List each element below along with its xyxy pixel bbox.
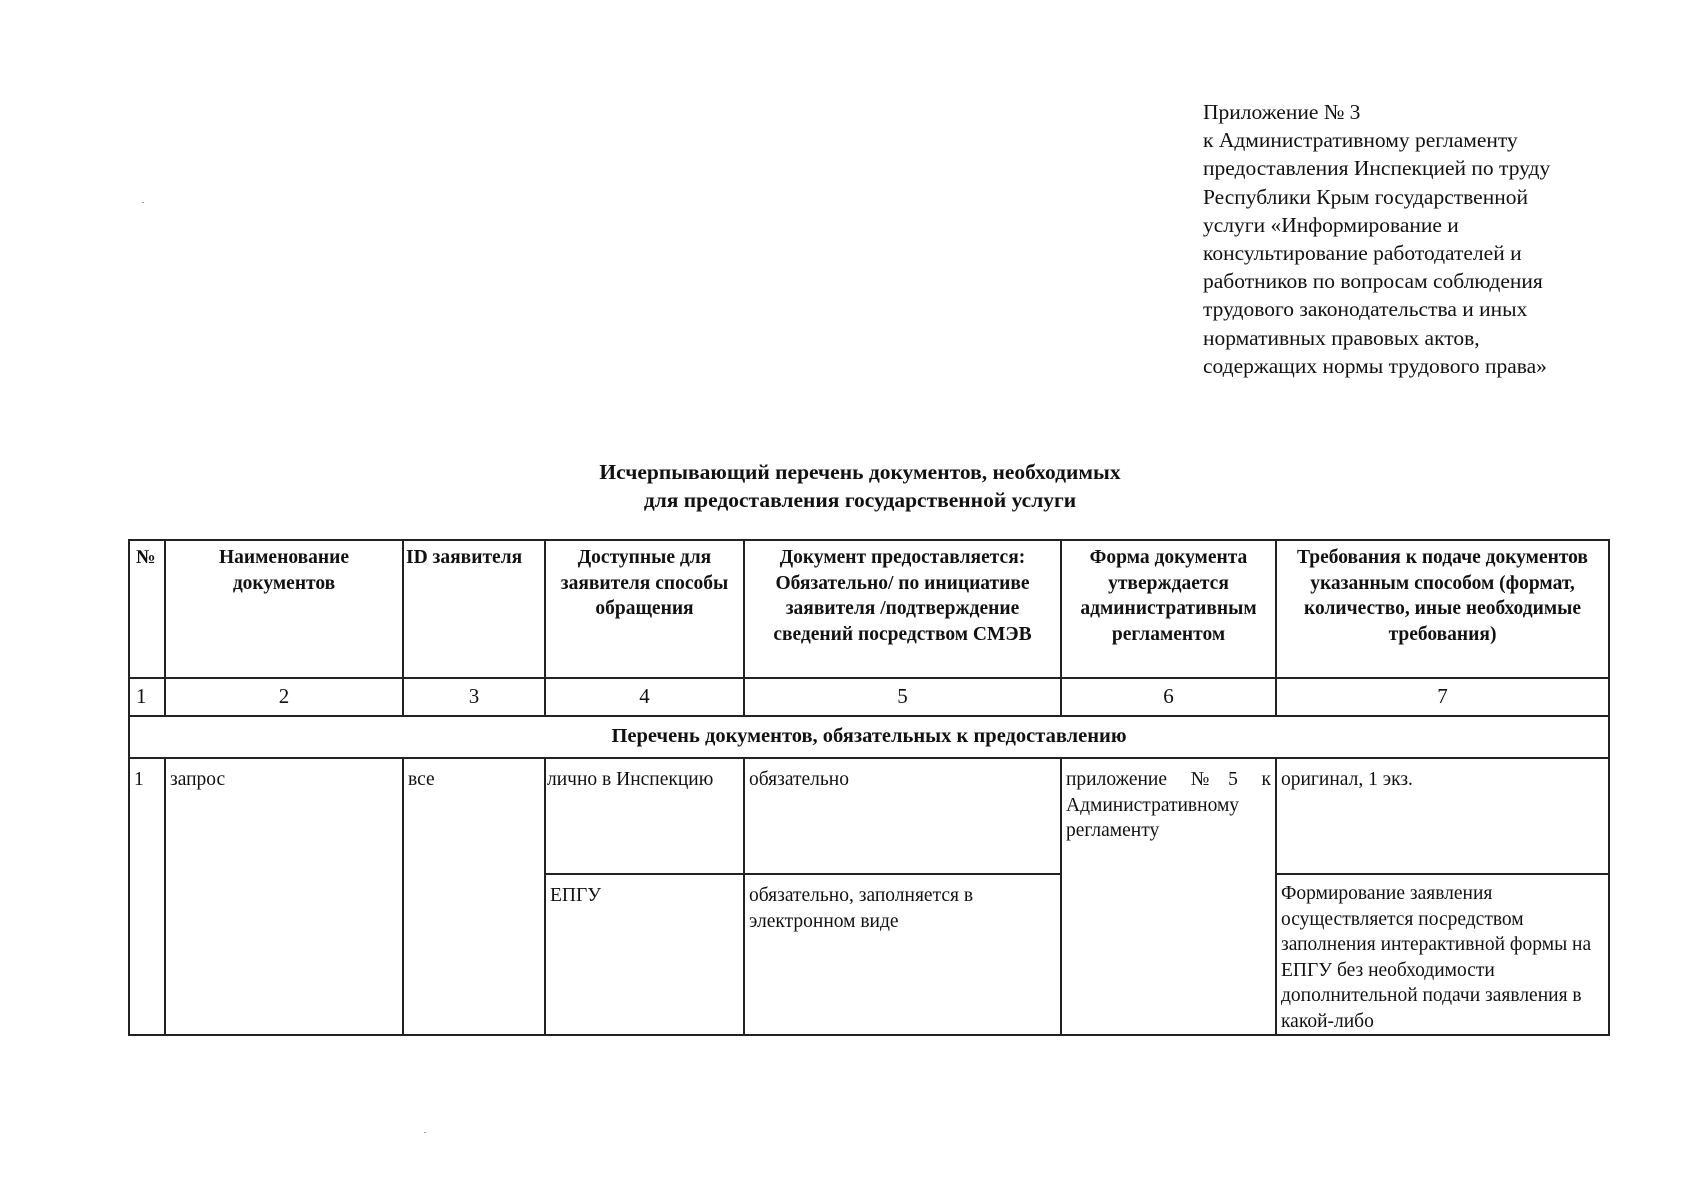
document-form-text: приложение №5 к Административному регламенту: [1066, 769, 1271, 841]
column-number: 4: [545, 678, 744, 716]
column-number: 7: [1276, 678, 1609, 716]
row-number: 1: [129, 758, 165, 1035]
column-number: 3: [403, 678, 545, 716]
document-title-line-2: для предоставления государственной услуги: [643, 488, 1077, 512]
method-epgu-cell: ЕПГУ: [545, 874, 744, 1035]
header-provision-type: Документ предоставляется: Обязательно/ по инициативе заявителя /подтверждение сведений посредством СМЭВ: [744, 540, 1061, 678]
document-form-cell: [1061, 758, 1276, 1035]
documents-table: [128, 539, 1610, 1036]
column-number: 6: [1061, 678, 1276, 716]
section-title: Перечень документов, обязательных к предоставлению: [129, 716, 1609, 758]
scan-speck: [424, 1132, 426, 1133]
requirement-epgu-cell: Формирование заявления осуществляется посредством заполнения интерактивной формы на ЕПГУ без необходимости дополнительной подачи заявления в какой-либо: [1276, 874, 1609, 1035]
applicant-id-cell: все: [403, 758, 545, 1035]
header-submission-requirements: Требования к подаче документов указанным способом (формат, количество, иные необходимые требования): [1276, 540, 1609, 678]
header-applicant-id: ID заявителя: [403, 540, 545, 678]
header-number: №: [129, 540, 165, 678]
column-numbers-row: [129, 678, 1609, 716]
header-document-name: Наименование документов: [165, 540, 403, 678]
provided-epgu-cell: обязательно, заполняется в электронном виде: [744, 874, 1061, 1035]
requirement-original-cell: оригинал, 1 экз.: [1276, 758, 1609, 874]
table-header-row: [129, 540, 1609, 678]
method-in-person-cell: лично в Инспекцию: [545, 758, 744, 874]
document-title-line-1: Исчерпывающий перечень документов, необходимых: [599, 460, 1121, 484]
table-row: [129, 758, 1609, 874]
provided-in-person-cell: обязательно: [744, 758, 1061, 874]
column-number: 1: [129, 678, 165, 716]
document-name-cell: запрос: [165, 758, 403, 1035]
header-document-form: Форма документа утверждается административным регламентом: [1061, 540, 1276, 678]
section-row: [129, 716, 1609, 758]
column-number: 2: [165, 678, 403, 716]
header-access-methods: Доступные для заявителя способы обращения: [545, 540, 744, 678]
scan-speck: [142, 202, 144, 203]
appendix-note: Приложение № 3 к Административному регламенту предоставления Инспекцией по труду Республики Крым государственной услуги «Информирование и консультирование работодателей и работников по вопросам соблюдения трудового законодательства и иных нормативных правовых актов, содержащих нормы трудового права»: [1203, 100, 1551, 378]
column-number: 5: [744, 678, 1061, 716]
